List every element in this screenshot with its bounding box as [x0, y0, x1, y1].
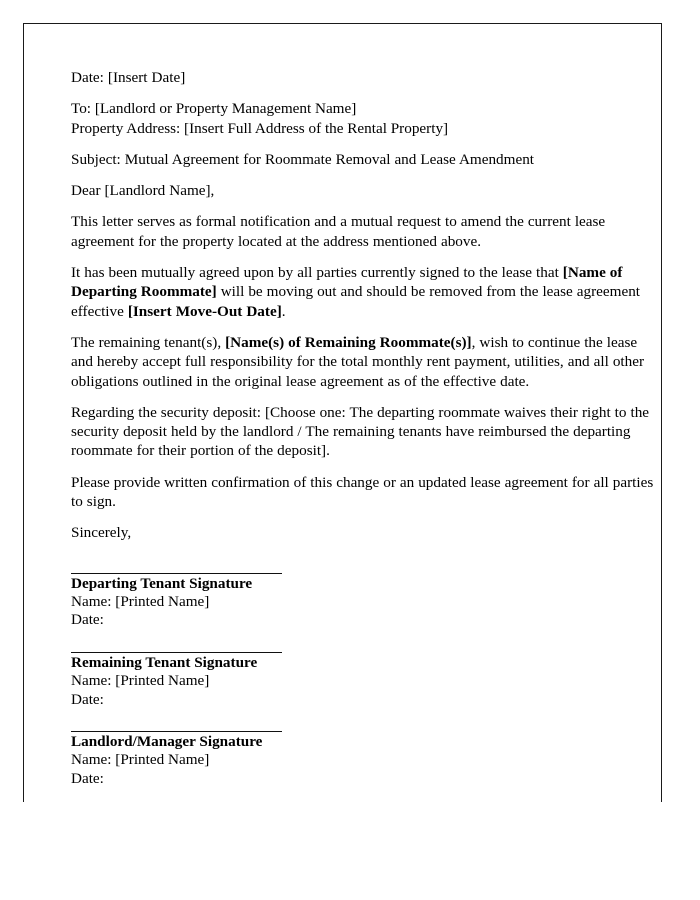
paragraph-intro: This letter serves as formal notification and a mutual request to amend the current lease agreement for the property located at the address mentioned above.	[71, 213, 606, 250]
document-page	[23, 23, 662, 802]
paragraph-remaining-tenants	[71, 333, 660, 391]
placeholder-departing-roommate: [Name of Departing Roommate]	[71, 264, 623, 301]
signature-date: Date:	[71, 690, 104, 708]
signature-line[interactable]	[71, 652, 282, 653]
closing-salutation: Sincerely,	[71, 524, 132, 542]
agreement-text-part2: will be moving out and should be removed from the lease agreement effective	[71, 283, 641, 320]
signature-line[interactable]	[71, 731, 282, 732]
agreement-text-part3: .	[281, 302, 286, 320]
signature-block-departing-tenant	[71, 573, 660, 630]
salutation: Dear [Landlord Name],	[71, 182, 215, 200]
signature-printed-name: Name: [Printed Name]	[71, 751, 210, 769]
placeholder-move-out-date: [Insert Move-Out Date]	[127, 302, 282, 320]
recipient-block	[71, 99, 660, 138]
subject-line: Subject: Mutual Agreement for Roommate Removal and Lease Amendment	[71, 150, 535, 168]
signature-block-remaining-tenant	[71, 652, 660, 709]
property-address-line: Property Address: [Insert Full Address of the Rental Property]	[71, 119, 449, 137]
remaining-text-part2: , wish to continue the lease and hereby accept full responsibility for the total monthly rent payment, utilities, and all other obligations outlined in the original lease agreement as of the effective date.	[71, 333, 645, 390]
paragraph-confirmation-request: Please provide written confirmation of this change or an updated lease agreement for all parties to sign.	[71, 473, 654, 511]
signature-printed-name: Name: [Printed Name]	[71, 672, 210, 690]
signature-date: Date:	[71, 611, 104, 629]
paragraph-security-deposit: Regarding the security deposit: [Choose one: The departing roommate waives their right to the security deposit held by the landlord / The remaining tenants have reimbursed the departing roommate for their portion of the deposit].	[71, 403, 650, 460]
remaining-text-part1: The remaining tenant(s),	[71, 333, 226, 351]
signature-title: Departing Tenant Signature	[71, 574, 253, 592]
signature-date: Date:	[71, 769, 104, 787]
letter-body	[71, 68, 660, 788]
signature-title: Remaining Tenant Signature	[71, 653, 258, 671]
signature-printed-name: Name: [Printed Name]	[71, 593, 210, 611]
date-line: Date: [Insert Date]	[71, 69, 186, 86]
signature-block-landlord-manager	[71, 731, 660, 788]
signature-title: Landlord/Manager Signature	[71, 733, 263, 751]
signature-line[interactable]	[71, 573, 282, 574]
agreement-text-part1: It has been mutually agreed upon by all parties currently signed to the lease that	[71, 264, 563, 282]
placeholder-remaining-roommates: [Name(s) of Remaining Roommate(s)]	[225, 333, 472, 351]
recipient-name-line: To: [Landlord or Property Management Name]	[71, 100, 357, 118]
paragraph-agreement	[71, 263, 660, 321]
